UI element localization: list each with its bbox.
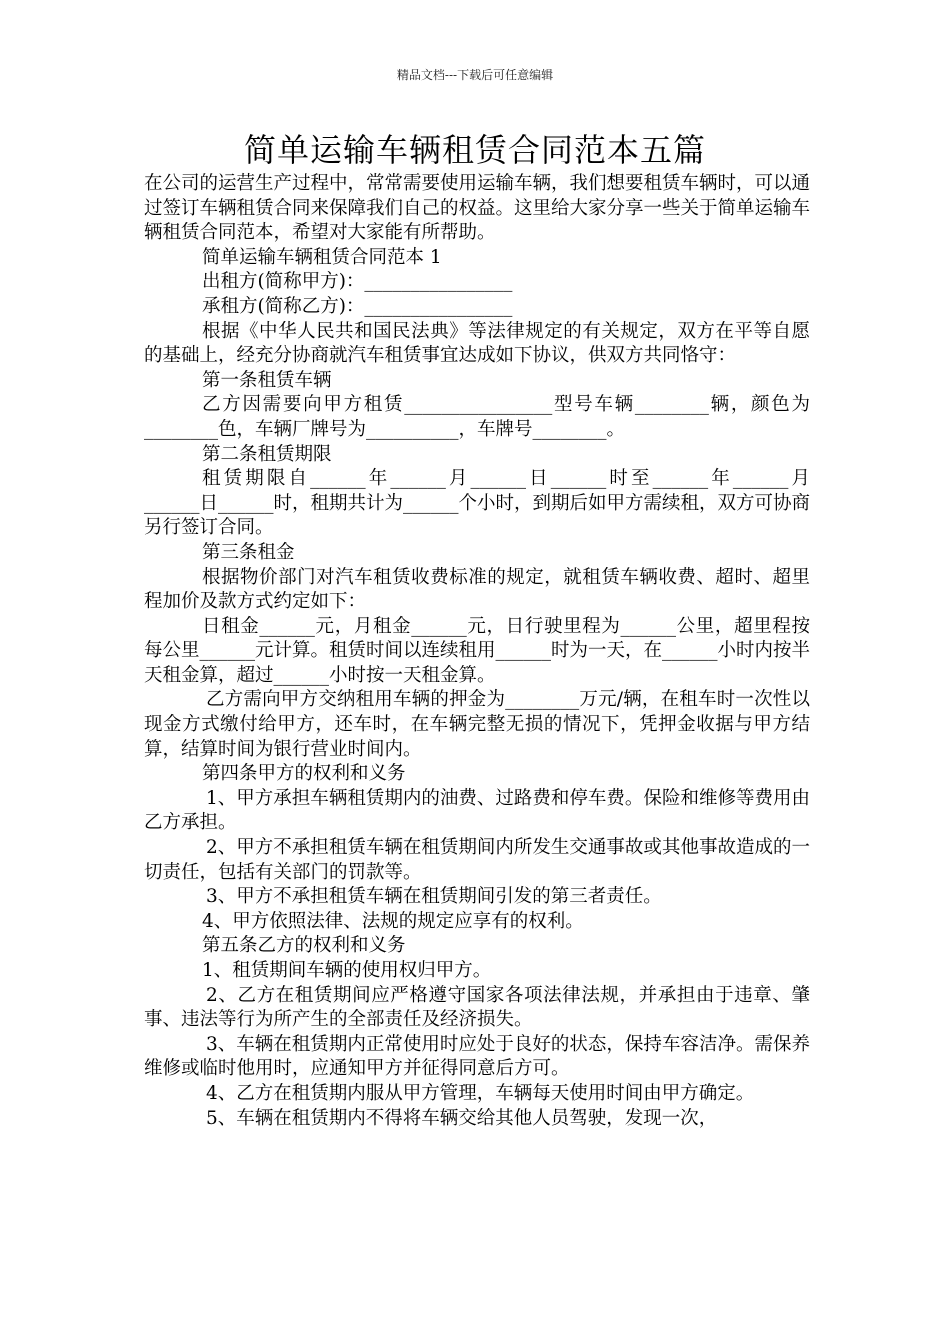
section-heading: 第五条乙方的权利和义务 bbox=[202, 935, 406, 957]
paragraph: 根据《中华人民共和国民法典》等法律规定的有关规定，双方在平等自愿的基础上，经充分协商就汽车租赁事宜达成如下协议，供双方共同恪守： bbox=[144, 320, 810, 367]
paragraph: 1、甲方承担车辆租赁期内的油费、过路费和停车费。保险和维修等费用由乙方承担。 bbox=[144, 787, 810, 834]
paragraph: 3、甲方不承担租赁车辆在租赁期间引发的第三者责任。 bbox=[206, 886, 662, 908]
paragraph: 乙方需向甲方交纳租用车辆的押金为________万元/辆，在租车时一次性以现金方式缴付给甲方，还车时，在车辆完整无损的情况下，凭押金收据与甲方结算，结算时间为银行营业时间内。 bbox=[144, 689, 810, 760]
section-heading: 第一条租赁车辆 bbox=[202, 369, 332, 391]
section-heading: 第四条甲方的权利和义务 bbox=[202, 763, 406, 785]
section-heading: 简单运输车辆租赁合同范本 1 bbox=[202, 246, 442, 268]
section-heading: 第二条租赁期限 bbox=[202, 443, 332, 465]
paragraph: 根据物价部门对汽车租赁收费标准的规定，就租赁车辆收费、超时、超里程加价及款方式约定如下： bbox=[144, 566, 810, 613]
paragraph: 1、租赁期间车辆的使用权归甲方。 bbox=[202, 960, 492, 981]
paragraph: 3、车辆在租赁期内正常使用时应处于良好的状态，保持车容洁净。需保养维修或临时他用时，应通知甲方并征得同意后方可。 bbox=[144, 1033, 810, 1080]
document-body bbox=[144, 172, 810, 1131]
paragraph: 2、甲方不承担租赁车辆在租赁期间内所发生交通事故或其他事故造成的一切责任，包括有关部门的罚款等。 bbox=[144, 837, 810, 883]
section-heading: 承租方(简称乙方)：________________ bbox=[202, 295, 513, 317]
paragraph: 2、乙方在租赁期间应严格遵守国家各项法律法规，并承担由于违章、肇事、违法等行为所产生的全部责任及经济损失。 bbox=[144, 984, 810, 1031]
section-heading: 第三条租金 bbox=[202, 541, 295, 563]
header-note: 精品文档---下载后可任意编辑 bbox=[396, 68, 554, 82]
paragraph: 在公司的运营生产过程中，常常需要使用运输车辆，我们想要租赁车辆时，可以通过签订车辆租赁合同来保障我们自己的权益。这里给大家分享一些关于简单运输车辆租赁合同范本，希望对大家能有所帮助。 bbox=[144, 173, 811, 244]
paragraph: 日租金______元，月租金______元，日行驶里程为______公里，超里程按每公里______元计算。租赁时间以连续租用______时为一天，在______小时内按半天租金算，超过______小时按一天租金算。 bbox=[144, 615, 811, 686]
document-title: 简单运输车辆租赁合同范本五篇 bbox=[243, 131, 706, 169]
paragraph: 4、甲方依照法律、法规的规定应享有的权利。 bbox=[202, 910, 584, 932]
paragraph: 乙方因需要向甲方租赁________________型号车辆________辆，颜色为________色，车辆厂牌号为__________，车牌号________。 bbox=[144, 394, 810, 440]
paragraph: 4、乙方在租赁期内服从甲方管理，车辆每天使用时间由甲方确定。 bbox=[206, 1082, 755, 1104]
section-heading: 出租方(简称甲方)：________________ bbox=[202, 271, 513, 293]
paragraph: 租赁期限自______年______月______日______时至______年______月______日______时，租期共计为______个小时，到期后如甲方需续租，双方可协商另行签订合同。 bbox=[144, 468, 811, 539]
paragraph: 5、车辆在租赁期内不得将车辆交给其他人员驾驶，发现一次， bbox=[206, 1107, 718, 1129]
